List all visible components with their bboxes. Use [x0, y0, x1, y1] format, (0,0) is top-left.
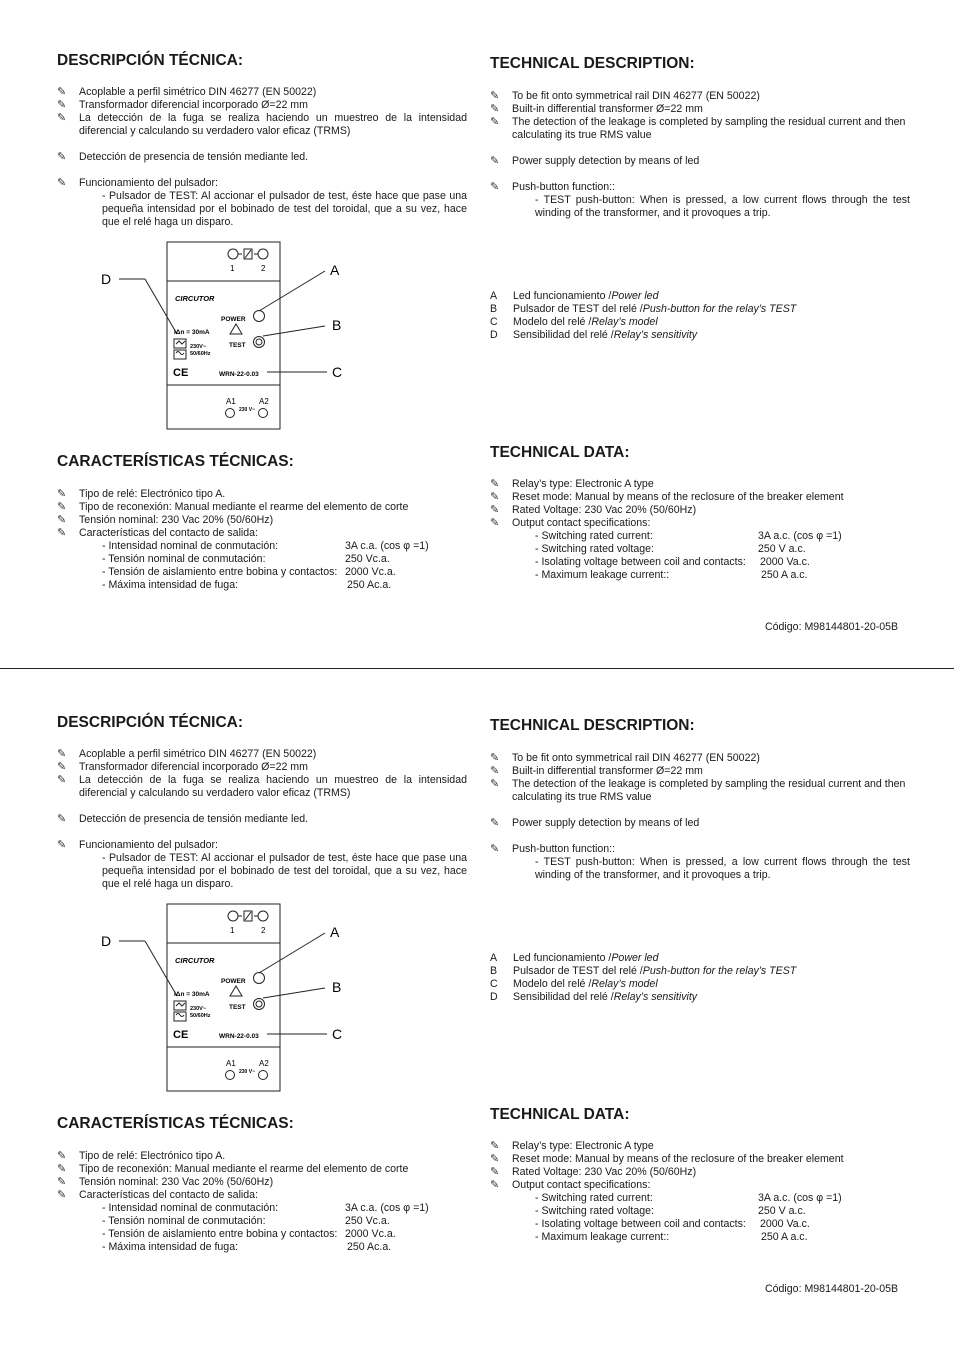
diagram-legend	[490, 290, 910, 342]
item-text: The detection of the leakage is completed by sampling the residual current and then calculating its true RMS value	[512, 116, 906, 141]
item-text: Funcionamiento del pulsador:	[79, 177, 218, 189]
legend-es: Led funcionamiento /	[513, 952, 612, 964]
spec-value: 3A c.a. (cos φ =1)	[345, 1202, 429, 1214]
item-text: La detección de la fuga se realiza haciendo un muestreo de la intensidad diferencial y calculando su verdadero valor eficaz (TRMS)	[79, 112, 467, 137]
list-item	[57, 839, 467, 852]
terminal-2-label: 2	[261, 264, 266, 273]
label-c: C	[332, 1026, 343, 1042]
item-text: Relay’s type: Electronic A type	[512, 478, 654, 490]
item-text: Rated Voltage: 230 Vac 20% (50/60Hz)	[512, 1166, 697, 1178]
section-title: TECHNICAL DESCRIPTION:	[490, 717, 695, 734]
item-text: Detección de presencia de tensión mediante led.	[79, 813, 309, 825]
list-item	[490, 90, 910, 103]
legend-letter: D	[490, 329, 498, 341]
spec-row	[102, 566, 467, 579]
list-item	[57, 177, 467, 190]
item-text: Funcionamiento del pulsador:	[79, 839, 218, 851]
spec-row	[102, 553, 467, 566]
spec-key: - Tensión de aislamiento entre bobina y contactos:	[102, 1228, 338, 1240]
list-item	[490, 116, 910, 142]
legend-es: Led funcionamiento /	[513, 290, 612, 302]
item-text: The detection of the leakage is completed by sampling the residual current and then calculating its true RMS value	[512, 778, 906, 803]
warning-icon	[230, 324, 242, 334]
section-title: DESCRIPCIÓN TÉCNICA:	[57, 714, 244, 731]
document-code: Código: M98144801-20-05B	[765, 1283, 899, 1295]
spec-table	[490, 1192, 910, 1244]
pen-icon: ✎	[490, 517, 500, 529]
spec-row	[535, 1231, 910, 1244]
pen-icon: ✎	[57, 839, 67, 851]
spec-key: - Intensidad nominal de conmutación:	[102, 1202, 279, 1214]
document-code: Código: M98144801-20-05B	[765, 621, 899, 633]
english-technical-data-list	[490, 478, 910, 582]
item-text: Reset mode: Manual by means of the reclosure of the breaker element	[512, 1153, 844, 1165]
item-text: Tensión nominal: 230 Vac 20% (50/60Hz)	[79, 514, 274, 526]
legend-en: Push-button for the relay’s TEST	[642, 965, 797, 977]
relay-diagram	[95, 900, 360, 1095]
spacer	[490, 168, 910, 181]
pen-icon: ✎	[490, 817, 500, 829]
item-text: Power supply detection by means of led	[512, 817, 700, 829]
spec-row	[102, 1202, 467, 1215]
sub-item: - TEST push-button: When is pressed, a low current flows through the test winding of the transformer, and it provoques a trip.	[535, 194, 910, 219]
spanish-characteristics	[57, 1115, 467, 1133]
spec-value: 250 Ac.a.	[347, 1241, 392, 1253]
list-item	[490, 478, 910, 491]
spec-table	[490, 530, 910, 582]
power-led	[254, 973, 265, 984]
english-description	[490, 717, 910, 735]
list-item	[57, 774, 467, 800]
english-description-list	[490, 752, 910, 882]
legend-en: Relay’s model	[591, 978, 658, 990]
legend-en: Power led	[611, 952, 659, 964]
test-button	[254, 337, 265, 348]
pen-icon: ✎	[57, 99, 67, 111]
spec-row	[102, 1228, 467, 1241]
test-label: TEST	[229, 342, 246, 349]
legend-letter: B	[490, 303, 498, 315]
pen-icon: ✎	[57, 86, 67, 98]
pen-icon: ✎	[490, 491, 500, 503]
list-item	[57, 514, 467, 527]
spec-key: - Tensión nominal de conmutación:	[102, 553, 266, 565]
pen-icon: ✎	[490, 1179, 500, 1191]
item-text: Tipo de relé: Electrónico tipo A.	[79, 1150, 226, 1162]
page-divider	[0, 668, 954, 669]
spacer	[57, 826, 467, 839]
pen-icon: ✎	[57, 151, 67, 163]
model-label: WRN-22-0.03	[219, 1033, 259, 1040]
item-text: La detección de la fuga se realiza haciendo un muestreo de la intensidad diferencial y calculando su verdadero valor eficaz (TRMS)	[79, 774, 467, 799]
pen-icon: ✎	[57, 774, 67, 786]
spec-key: - Maximum leakage current::	[535, 1231, 670, 1243]
leaflet-copy	[0, 662, 954, 1332]
spec-value: 250 A a.c.	[761, 569, 808, 581]
list-item	[57, 527, 467, 540]
spec-key: - Switching rated voltage:	[535, 543, 654, 555]
spec-value: 2000 Vc.a.	[345, 566, 396, 578]
legend-es: Sensibilidad del relé /	[513, 329, 614, 341]
spec-table	[57, 1202, 467, 1254]
legend-letter: A	[490, 952, 498, 964]
list-item	[490, 1179, 910, 1192]
item-text: Output contact specifications:	[512, 1179, 651, 1191]
list-item	[57, 761, 467, 774]
frequency-label: 50/60Hz	[190, 351, 211, 357]
legend-row	[490, 316, 910, 329]
spec-row	[102, 579, 467, 592]
warning-icon	[230, 986, 242, 996]
voltage-label: 230V~	[190, 1006, 207, 1012]
leaflet-copy	[0, 0, 954, 670]
list-item	[490, 765, 910, 778]
spec-row	[535, 556, 910, 569]
item-text: Output contact specifications:	[512, 517, 651, 529]
spec-value: 250 Ac.a.	[347, 579, 392, 591]
pen-icon: ✎	[57, 1150, 67, 1162]
terminal-a1	[226, 409, 235, 418]
terminal-1-label: 1	[230, 264, 235, 273]
legend-es: Modelo del relé /	[513, 978, 592, 990]
pen-icon: ✎	[57, 488, 67, 500]
legend-en: Relay’s sensitivity	[613, 991, 698, 1003]
legend-row	[490, 952, 910, 965]
terminal-a1	[226, 1071, 235, 1080]
terminal-1	[228, 249, 238, 259]
spec-row	[535, 569, 910, 582]
label-a: A	[330, 924, 340, 940]
list-item	[57, 112, 467, 138]
list-item	[490, 517, 910, 530]
spacer	[57, 800, 467, 813]
sensitivity-label: IΔn = 30mA	[174, 991, 210, 998]
list-item	[490, 155, 910, 168]
terminal-a2	[259, 1071, 268, 1080]
pen-icon: ✎	[490, 1140, 500, 1152]
spec-value: 250 Vc.a.	[345, 553, 390, 565]
spec-key: - Switching rated voltage:	[535, 1205, 654, 1217]
a2-label: A2	[259, 397, 269, 406]
spacer	[57, 138, 467, 151]
legend-letter: C	[490, 316, 498, 328]
list-item	[57, 99, 467, 112]
item-text: Reset mode: Manual by means of the reclosure of the breaker element	[512, 491, 844, 503]
legend-row	[490, 978, 910, 991]
list-item	[57, 813, 467, 826]
list-item	[57, 1189, 467, 1202]
item-text: Transformador diferencial incorporado Ø=22 mm	[79, 99, 308, 111]
terminal-2	[258, 911, 268, 921]
terminal-2-label: 2	[261, 926, 266, 935]
list-item	[57, 1150, 467, 1163]
pen-icon: ✎	[490, 765, 500, 777]
pen-icon: ✎	[490, 155, 500, 167]
a1-label: A1	[226, 1059, 236, 1068]
sub-item: - TEST push-button: When is pressed, a low current flows through the test winding of the transformer, and it provoques a trip.	[535, 856, 910, 881]
spec-row	[102, 540, 467, 553]
test-button	[254, 999, 265, 1010]
pen-icon: ✎	[57, 514, 67, 526]
a2-label: A2	[259, 1059, 269, 1068]
label-d: D	[101, 933, 112, 949]
item-text: Relay’s type: Electronic A type	[512, 1140, 654, 1152]
label-b: B	[332, 979, 342, 995]
legend-row	[490, 303, 910, 316]
spacer	[490, 142, 910, 155]
spec-key: - Tensión de aislamiento entre bobina y contactos:	[102, 566, 338, 578]
terminal-1-label: 1	[230, 926, 235, 935]
sensitivity-label: IΔn = 30mA	[174, 329, 210, 336]
spanish-characteristics-list	[57, 488, 467, 592]
item-text: Push-button function::	[512, 843, 616, 855]
pen-icon: ✎	[490, 90, 500, 102]
spec-row	[102, 1241, 467, 1254]
legend-en: Push-button for the relay’s TEST	[642, 303, 797, 315]
list-item	[57, 151, 467, 164]
item-text: Tipo de reconexión: Manual mediante el rearme del elemento de corte	[79, 1163, 409, 1175]
spec-value: 2000 Va.c.	[760, 1218, 810, 1230]
spec-row	[102, 1215, 467, 1228]
supply-label: 230 V~	[239, 1069, 255, 1075]
item-text: Tensión nominal: 230 Vac 20% (50/60Hz)	[79, 1176, 274, 1188]
legend-letter: C	[490, 978, 498, 990]
a1-label: A1	[226, 397, 236, 406]
pen-icon: ✎	[57, 112, 67, 124]
item-text: Built-in differential transformer Ø=22 mm	[512, 103, 703, 115]
legend-es: Sensibilidad del relé /	[513, 991, 614, 1003]
pen-icon: ✎	[57, 761, 67, 773]
english-description-list	[490, 90, 910, 220]
spec-value: 3A a.c. (cos φ =1)	[758, 530, 842, 542]
brand-logo: CIRCUTOR	[175, 294, 215, 303]
section-title: TECHNICAL DATA:	[490, 444, 630, 461]
item-text: Acoplable a perfil simétrico DIN 46277 (EN 50022)	[79, 86, 317, 98]
supply-label: 230 V~	[239, 407, 255, 413]
spacer	[490, 830, 910, 843]
spanish-description-list	[57, 86, 467, 229]
label-a: A	[330, 262, 340, 278]
list-item	[57, 501, 467, 514]
item-text: Built-in differential transformer Ø=22 mm	[512, 765, 703, 777]
legend-en: Power led	[611, 290, 659, 302]
power-label: POWER	[221, 316, 246, 323]
spec-row	[535, 543, 910, 556]
list-item	[490, 1153, 910, 1166]
pen-icon: ✎	[57, 177, 67, 189]
pen-icon: ✎	[490, 116, 500, 128]
pen-icon: ✎	[490, 752, 500, 764]
list-item	[490, 843, 910, 856]
spec-key: - Máxima intensidad de fuga:	[102, 1241, 239, 1253]
relay-diagram	[95, 238, 360, 433]
pen-icon: ✎	[490, 103, 500, 115]
legend-es: Modelo del relé /	[513, 316, 592, 328]
spanish-description	[57, 714, 467, 732]
pen-icon: ✎	[490, 843, 500, 855]
item-text: Power supply detection by means of led	[512, 155, 700, 167]
spec-value: 2000 Vc.a.	[345, 1228, 396, 1240]
power-label: POWER	[221, 978, 246, 985]
item-text: Detección de presencia de tensión mediante led.	[79, 151, 309, 163]
list-item	[490, 504, 910, 517]
model-label: WRN-22-0.03	[219, 371, 259, 378]
terminal-2	[258, 249, 268, 259]
frequency-label: 50/60Hz	[190, 1013, 211, 1019]
spec-key: - Máxima intensidad de fuga:	[102, 579, 239, 591]
legend-es: Pulsador de TEST del relé /	[513, 303, 643, 315]
list-item	[490, 491, 910, 504]
item-text: Rated Voltage: 230 Vac 20% (50/60Hz)	[512, 504, 697, 516]
terminal-1	[228, 911, 238, 921]
spec-row	[535, 1218, 910, 1231]
pen-icon: ✎	[490, 1153, 500, 1165]
spanish-description-list	[57, 748, 467, 891]
spanish-description	[57, 52, 467, 70]
spec-key: - Intensidad nominal de conmutación:	[102, 540, 279, 552]
spec-key: - Switching rated current:	[535, 530, 653, 542]
item-text: Acoplable a perfil simétrico DIN 46277 (EN 50022)	[79, 748, 317, 760]
spacer	[490, 804, 910, 817]
item-text: Transformador diferencial incorporado Ø=22 mm	[79, 761, 308, 773]
list-item	[57, 488, 467, 501]
list-item	[57, 1163, 467, 1176]
item-text: To be fit onto symmetrical rail DIN 46277 (EN 50022)	[512, 752, 760, 764]
english-technical-data	[490, 1106, 910, 1124]
list-item	[490, 817, 910, 830]
pen-icon: ✎	[57, 748, 67, 760]
legend-letter: A	[490, 290, 498, 302]
pen-icon: ✎	[490, 478, 500, 490]
spec-value: 250 V a.c.	[758, 1205, 806, 1217]
item-text: Características del contacto de salida:	[79, 1189, 259, 1201]
spec-row	[535, 1205, 910, 1218]
spec-key: - Tensión nominal de conmutación:	[102, 1215, 266, 1227]
spec-value: 250 A a.c.	[761, 1231, 808, 1243]
sub-item: - Pulsador de TEST: Al accionar el pulsador de test, éste hace que pase una pequeña intensidad por el bobinado de test del toroidal, que a su vez, hace que el relé haga un disparo.	[102, 190, 467, 228]
sub-item: - Pulsador de TEST: Al accionar el pulsador de test, éste hace que pase una pequeña intensidad por el bobinado de test del toroidal, que a su vez, hace que el relé haga un disparo.	[102, 852, 467, 890]
label-b: B	[332, 317, 342, 333]
item-text: Tipo de reconexión: Manual mediante el rearme del elemento de corte	[79, 501, 409, 513]
spec-value: 250 Vc.a.	[345, 1215, 390, 1227]
item-text: Características del contacto de salida:	[79, 527, 259, 539]
diagram-legend	[490, 952, 910, 1004]
spec-key: - Isolating voltage between coil and contacts:	[535, 1218, 746, 1230]
ce-mark: CE	[173, 1029, 189, 1041]
pen-icon: ✎	[490, 1166, 500, 1178]
section-title: DESCRIPCIÓN TÉCNICA:	[57, 52, 244, 69]
item-text: Tipo de relé: Electrónico tipo A.	[79, 488, 226, 500]
list-item	[490, 752, 910, 765]
legend-row	[490, 290, 910, 303]
section-title: CARACTERÍSTICAS TÉCNICAS:	[57, 453, 294, 470]
label-d: D	[101, 271, 112, 287]
spec-table	[57, 540, 467, 592]
spec-value: 2000 Va.c.	[760, 556, 810, 568]
list-item	[57, 748, 467, 761]
english-technical-data	[490, 444, 910, 462]
pen-icon: ✎	[57, 813, 67, 825]
pen-icon: ✎	[57, 527, 67, 539]
item-text: Push-button function::	[512, 181, 616, 193]
spanish-characteristics-list	[57, 1150, 467, 1254]
spanish-characteristics	[57, 453, 467, 471]
list-item	[490, 1166, 910, 1179]
english-description	[490, 55, 910, 73]
spec-key: - Switching rated current:	[535, 1192, 653, 1204]
list-item	[490, 1140, 910, 1153]
legend-en: Relay’s sensitivity	[613, 329, 698, 341]
label-c: C	[332, 364, 343, 380]
english-technical-data-list	[490, 1140, 910, 1244]
legend-row	[490, 329, 910, 342]
spec-value: 250 V a.c.	[758, 543, 806, 555]
list-item	[490, 778, 910, 804]
list-item	[57, 1176, 467, 1189]
terminal-a2	[259, 409, 268, 418]
spec-row	[535, 530, 910, 543]
legend-letter: B	[490, 965, 498, 977]
pen-icon: ✎	[490, 778, 500, 790]
item-text: To be fit onto symmetrical rail DIN 46277 (EN 50022)	[512, 90, 760, 102]
pen-icon: ✎	[57, 1176, 67, 1188]
spec-key: - Isolating voltage between coil and contacts:	[535, 556, 746, 568]
list-item	[490, 103, 910, 116]
spec-key: - Maximum leakage current::	[535, 569, 670, 581]
list-item	[490, 181, 910, 194]
spec-value: 3A c.a. (cos φ =1)	[345, 540, 429, 552]
section-title: TECHNICAL DESCRIPTION:	[490, 55, 695, 72]
section-title: TECHNICAL DATA:	[490, 1106, 630, 1123]
spacer	[57, 164, 467, 177]
section-title: CARACTERÍSTICAS TÉCNICAS:	[57, 1115, 294, 1132]
legend-en: Relay’s model	[591, 316, 658, 328]
pen-icon: ✎	[490, 181, 500, 193]
spec-row	[535, 1192, 910, 1205]
ce-mark: CE	[173, 367, 189, 379]
legend-es: Pulsador de TEST del relé /	[513, 965, 643, 977]
legend-letter: D	[490, 991, 498, 1003]
power-led	[254, 311, 265, 322]
list-item	[57, 86, 467, 99]
brand-logo: CIRCUTOR	[175, 956, 215, 965]
pen-icon: ✎	[57, 501, 67, 513]
test-label: TEST	[229, 1004, 246, 1011]
legend-row	[490, 991, 910, 1004]
voltage-label: 230V~	[190, 344, 207, 350]
legend-row	[490, 965, 910, 978]
pen-icon: ✎	[57, 1163, 67, 1175]
pen-icon: ✎	[57, 1189, 67, 1201]
spec-value: 3A a.c. (cos φ =1)	[758, 1192, 842, 1204]
pen-icon: ✎	[490, 504, 500, 516]
